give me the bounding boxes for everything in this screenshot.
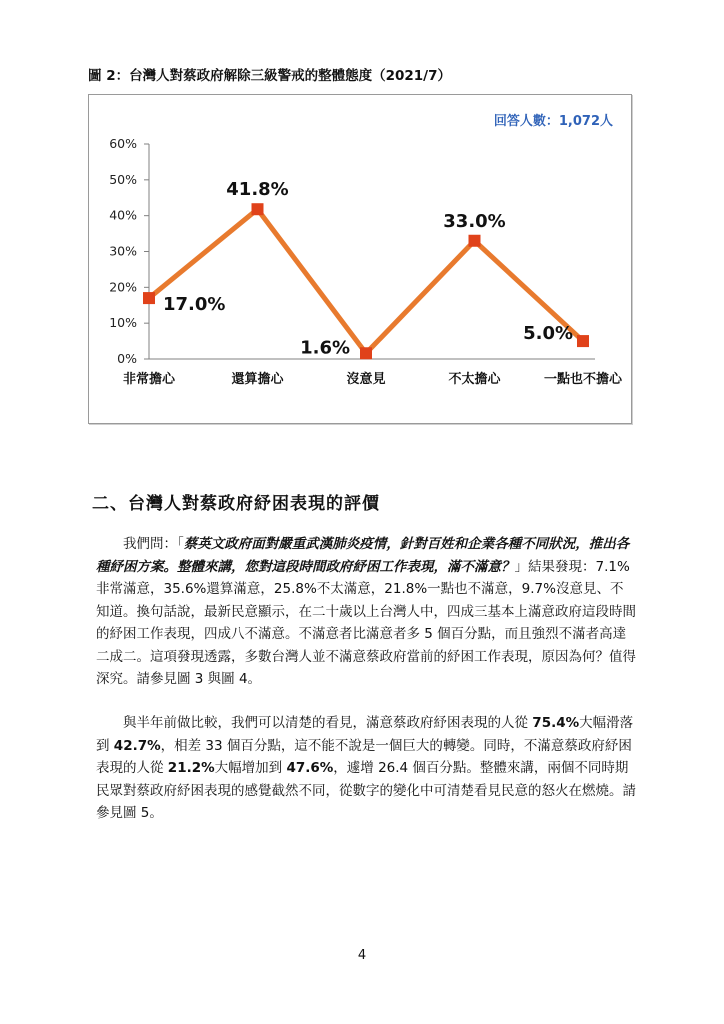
page-number: 4 xyxy=(357,948,367,963)
y-tick-label: 60% xyxy=(109,136,137,151)
data-point xyxy=(577,335,589,347)
p2-text-3: ，相差 33 個百分點，這不能不說是一個巨大的轉變。同時，不滿意蔡政府紓困表現的人從 xyxy=(96,737,632,776)
data-point xyxy=(360,347,372,359)
x-tick-label: 還算擔心 xyxy=(231,372,284,387)
x-tick-label: 不太擔心 xyxy=(448,372,501,387)
data-point xyxy=(252,203,264,215)
p2-text-5: ，遽增 26.4 個百分點。整體來講，兩個不同時期民眾對蔡政府紓困表現的感覺截然不同，從數字的變化中可清楚看見民意的怒火在燃燒。請參見圖 5。 xyxy=(96,760,636,821)
p2-text-2: 大幅滑落到 xyxy=(96,715,634,754)
survey-results: 7.1%非常滿意，35.6%還算滿意，25.8%不太滿意，21.8%一點也不滿意，9.7%沒意見、不知道。 xyxy=(96,558,630,620)
survey-question: 蔡英文政府面對嚴重武漢肺炎疫情，針對百姓和企業各種不同狀況，推出各種紓困方案。整體來講，您對這段時間政府紓困工作表現，滿不滿意？ xyxy=(96,536,630,575)
y-tick-label: 10% xyxy=(109,315,137,331)
series-line xyxy=(149,209,583,353)
y-tick-label: 30% xyxy=(109,243,137,259)
data-label: 5.0% xyxy=(523,323,573,345)
p2-text-4: 大幅增加到 xyxy=(214,760,287,776)
x-tick-label: 非常擔心 xyxy=(122,372,176,387)
x-tick-label: 沒意見 xyxy=(346,372,386,387)
p1-close: 」結果發現： xyxy=(514,558,596,575)
p2-num-3: 21.2% xyxy=(167,760,215,776)
chart-svg xyxy=(89,95,631,423)
figure-caption: 圖 2：台灣人對蔡政府解除三級警戒的整體態度（2021/7） xyxy=(88,68,451,84)
y-tick-label: 40% xyxy=(109,207,137,223)
p1-intro: 我們問：「 xyxy=(123,536,184,552)
data-point xyxy=(469,235,481,247)
data-label: 41.8% xyxy=(226,179,289,201)
p2-text-1: 與半年前做比較，我們可以清楚的看見，滿意蔡政府紓困表現的人從 xyxy=(123,715,533,731)
paragraph-2 xyxy=(96,712,636,825)
p1-body: 換句話說，最新民意顯示，在二十歲以上台灣人中，四成三基本上滿意政府這段時間的紓困工作表現，四成八不滿意。不滿意者比滿意者多 5 個百分點，而且強烈不滿者高達二成二。這項發現透露，多數台灣人並不滿意蔡政府當前的紓困工作表現，原因為何？值得深究。請參見圖 3 與圖 4。 xyxy=(96,603,636,687)
data-label: 33.0% xyxy=(443,210,506,232)
section-heading: 二、台灣人對蔡政府紓困表現的評價 xyxy=(92,494,380,514)
y-tick-label: 20% xyxy=(109,279,137,295)
y-tick-label: 50% xyxy=(109,171,137,187)
p2-num-1: 75.4% xyxy=(532,715,580,731)
x-tick-label: 一點也不擔心 xyxy=(543,372,623,387)
line-chart xyxy=(88,94,632,424)
respondents-annotation: 回答人數：1,072人 xyxy=(493,114,613,129)
y-tick-label: 0% xyxy=(117,351,137,366)
p2-num-4: 47.6% xyxy=(286,760,334,776)
paragraph-1 xyxy=(96,533,636,691)
p2-num-2: 42.7% xyxy=(113,737,161,754)
data-point xyxy=(143,292,155,304)
data-label: 1.6% xyxy=(300,337,350,359)
data-label: 17.0% xyxy=(163,294,226,316)
